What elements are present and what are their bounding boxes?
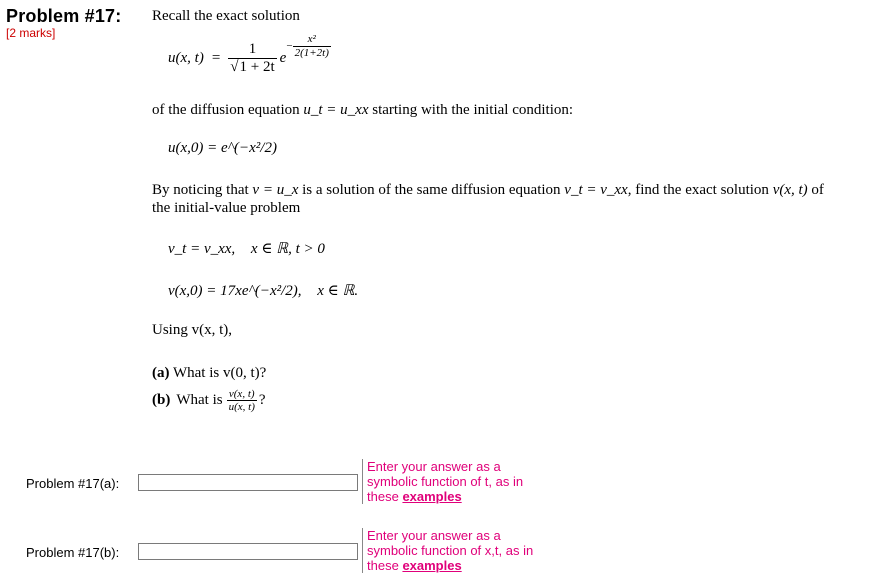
noticing-v-equation: v_t = v_xx (564, 182, 628, 198)
answer-a-label: Problem #17(a): (26, 476, 120, 491)
answer-b-hint-these: these (367, 558, 399, 573)
answer-b-hint-line-2: symbolic function of x,t, as in (367, 543, 534, 558)
answer-a-hint-line-2: symbolic function of t, as in (367, 474, 524, 489)
noticing-solution: v(x, t) (772, 182, 808, 198)
answer-b-hint-divider (362, 528, 363, 573)
ivp-line-2 (168, 281, 358, 300)
ivp-pde: v_t = v_xx, (168, 241, 236, 257)
question-a-text: What is v(0, t)? (172, 365, 267, 381)
u-exponent: − $\frac{\text{x²}}{2(1+2t)}$ (286, 33, 329, 59)
answer-a-hint-line-1: Enter your answer as a (367, 459, 501, 474)
noticing-line-2: the initial-value problem (152, 200, 301, 216)
question-a-label: (a) (152, 365, 170, 381)
answer-a-hint-divider (362, 459, 363, 504)
u-exp-base: e (279, 49, 287, 66)
noticing-text-b: is a solution of the same diffusion equation (302, 182, 561, 198)
diffusion-equation: u_t = u_xx (303, 102, 369, 118)
answer-a-hint (367, 459, 523, 504)
initial-condition: u(x,0) = e^(−x²/2) (168, 140, 277, 156)
noticing-text-d: of (811, 182, 824, 198)
answer-b-hint-line-3 (367, 558, 533, 573)
question-b-fraction (227, 388, 257, 413)
diffusion-line (152, 102, 573, 119)
u-lhs: u(x, t) (168, 49, 204, 66)
u-equals: = (211, 49, 221, 66)
noticing-text-a: By noticing that (152, 182, 249, 198)
noticing-text-c: , find the exact solution (627, 182, 769, 198)
u-exponent-fraction (293, 33, 331, 58)
question-b-denominator: u(x, t) (228, 401, 255, 414)
noticing-line-1 (152, 182, 824, 199)
answer-b-label: Problem #17(b): (26, 545, 120, 560)
answer-b-hint (367, 528, 533, 573)
ivp-line-1 (168, 239, 325, 258)
u-fraction-denominator: √1 + 2t (230, 58, 275, 75)
problem-intro: Recall the exact solution (152, 8, 300, 24)
answer-a-hint-line-3 (367, 489, 523, 504)
answer-b-input[interactable] (138, 543, 358, 560)
answer-a-examples-link[interactable]: examples (402, 489, 462, 504)
ivp-domain: x ∈ ℝ, t > 0 (250, 241, 325, 257)
problem-marks: [2 marks] (6, 26, 56, 40)
diffusion-text-b: starting with the initial condition: (372, 102, 574, 118)
diffusion-text-a: of the diffusion equation (152, 102, 300, 118)
question-b (152, 388, 266, 413)
ivp-initial: v(x,0) = 17xe^(−x²/2), (168, 283, 302, 299)
u-fraction-numerator: 1 (228, 41, 276, 59)
u-sqrt-body: 1 + 2t (239, 58, 275, 75)
solution-u-equation (168, 33, 331, 80)
answer-a-hint-these: these (367, 489, 399, 504)
u-exponent-numerator: x² (293, 33, 331, 46)
answer-b-hint-line-1: Enter your answer as a (367, 528, 501, 543)
problem-title: Problem #17: (6, 6, 122, 26)
using-line: Using v(x, t), (152, 322, 232, 338)
question-b-text: What is (176, 392, 223, 409)
question-a (152, 365, 266, 382)
answer-a-input[interactable] (138, 474, 358, 491)
answer-b-examples-link[interactable]: examples (402, 558, 462, 573)
noticing-v: v = u_x (252, 182, 299, 198)
question-b-label: (b) (152, 392, 171, 409)
u-fraction (228, 41, 276, 75)
question-b-numerator: v(x, t) (227, 388, 257, 401)
u-exponent-denominator: 2(1+2t) (294, 46, 329, 59)
ivp-initial-domain: x ∈ ℝ. (317, 283, 359, 299)
question-b-mark: ? (258, 392, 266, 409)
